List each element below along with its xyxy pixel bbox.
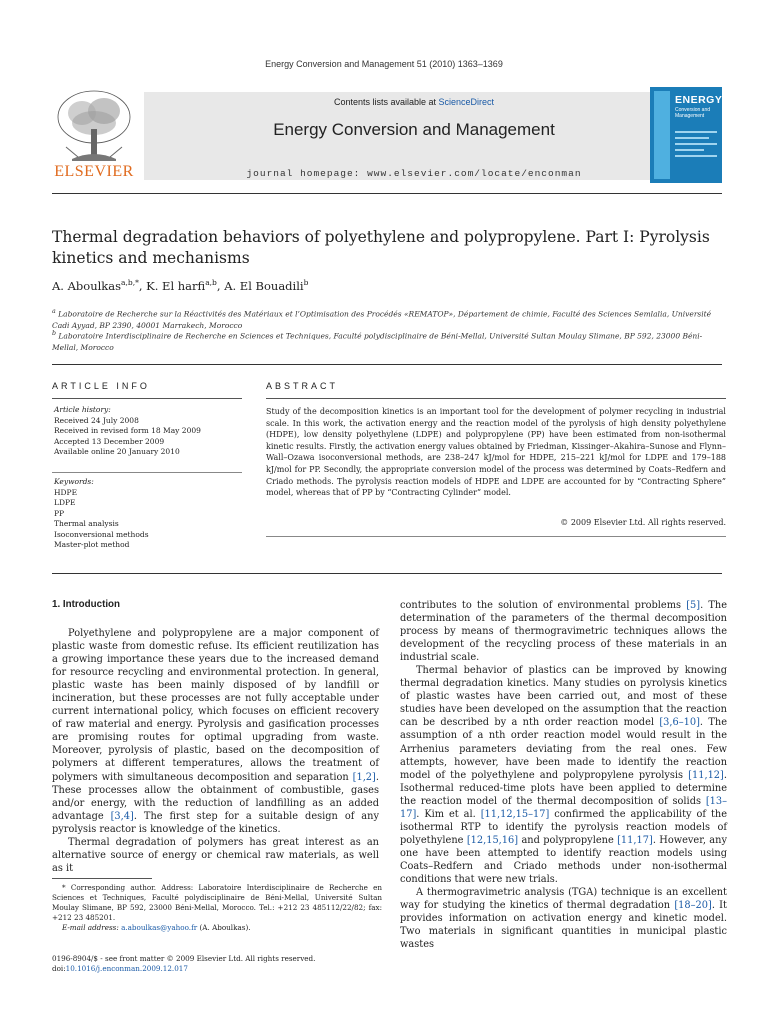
author-name: K. El harfi xyxy=(146,278,206,293)
history-item: Received 24 July 2008 xyxy=(54,415,139,425)
author-affiliation-mark: a,b xyxy=(205,278,217,287)
history-label: Article history: xyxy=(54,405,111,414)
article-info-heading: ARTICLE INFO xyxy=(52,381,150,391)
doi-link[interactable]: 10.1016/j.enconman.2009.12.017 xyxy=(65,964,188,973)
history-item: Available online 20 January 2010 xyxy=(54,447,180,456)
cover-subtitle: Conversion and Management xyxy=(675,107,711,119)
paragraph: Thermal degradation of polymers has great interest as an alternative source of energy or chemical raw materials, as well as it xyxy=(52,836,379,874)
paragraph: contributes to the solution of environmental problems [5]. The determination of the parameters of the thermal decomposition process by means of thermogravimetric techniques allows the development of the recycling process of these materials in an industrial scale. xyxy=(400,600,727,664)
keywords-label: Keywords: xyxy=(54,477,94,486)
keywords-block xyxy=(54,477,244,551)
citation-link[interactable]: [1,2] xyxy=(352,771,376,783)
issn-block xyxy=(52,954,452,974)
keyword: Master-plot method xyxy=(54,540,130,549)
journal-title: Energy Conversion and Management xyxy=(273,120,555,139)
affiliation-a: $^a$ Laboratoire de Recherche sur la Réactivités des Matériaux et l’Optimisation des Procédés «REMATOP», Département de chimie, Faculté des Sciences Semlalia, Université Cadi Ayyad, BP 2390, 40001 Marrakech, Morocco xyxy=(52,308,712,330)
elsevier-logo xyxy=(52,87,136,183)
article-info-rule xyxy=(52,398,242,399)
intro-right-column xyxy=(400,599,727,951)
article-history xyxy=(54,405,244,458)
footnote-email-line: E-mail address: a.aboulkas@yahoo.fr (A. Aboulkas). xyxy=(62,923,251,932)
masthead-rule xyxy=(52,193,722,194)
citation-link[interactable]: [11,17] xyxy=(617,834,653,846)
publisher-logo-text: ELSEVIER xyxy=(54,163,134,180)
keyword: Isoconversional methods xyxy=(54,529,149,539)
section-rule xyxy=(52,364,722,365)
contents-line: Contents lists available at ScienceDirect xyxy=(333,97,495,107)
abstract-copyright: © 2009 Elsevier Ltd. All rights reserved. xyxy=(560,518,726,527)
author-name: A. El Bouadili xyxy=(224,278,304,293)
paragraph: A thermogravimetric analysis (TGA) technique is an excellent way for studying the kinetics of thermal degradation [18–20]. It provides information on activation energy and kinetic model. Two materials in significant quantities in municipal plastic wastes xyxy=(400,887,727,951)
paragraph: Thermal behavior of plastics can be improved by knowing thermal degradation kinetics. Many studies on pyrolysis kinetics of plastic wastes have been carried out, and most of these studies have been developed on the assumption that the reaction can be described by a nth order reaction model [3,6–10]. The assumption of a nth order reaction model would result in the Arrhenius parameters deviating from the real ones. Few attempts, however, have been made to identify the reaction model of the polyethylene and polypropylene pyrolysis [11,12]. Isothermal reduced-time plots have been applied to determine the reaction model of the thermal decomposition of solids [13–17]. Kim et al. [11,12,15–17] confirmed the applicability of the isothermal RTP to identify the pyrolysis reaction models of polyethylene [12,15,16] and polypropylene [11,17]. However, any one have been attempted to identify reaction models using Coats–Redfern and Criado methods under non-isothermal conditions that were new trials. xyxy=(400,665,727,885)
body-rule xyxy=(52,573,722,574)
keyword: LDPE xyxy=(54,498,76,507)
paragraph: Polyethylene and polypropylene are a major component of plastic waste from domestic refuse. Its efficient reutilization has a growing importance these years due to the increased demand for resource recycling and environmental protection. In general, plastic waste has been mainly disposed of by landfill or incineration, but these processes are not fully acceptable under current international policy, which focuses on efficient recovery of raw material and energy. Pyrolysis and gasification processes are promising routes for optimal upgrading from waste. Moreover, pyrolysis of plastic, based on the decomposition of polymers at different temperatures, allows the treatment of polymers with simultaneous decomposition and separation [1,2]. These processes allow the obtainment of combustible, gases and/or energy, with the reduction of landfilling as an added advantage [3,4]. The first step for a suitable design of any pyrolysis reactor is knowledge of the kinetics. xyxy=(52,628,379,835)
journal-homepage[interactable]: journal homepage: www.elsevier.com/locate/enconman xyxy=(246,168,582,179)
citation-link[interactable]: [18–20] xyxy=(674,900,712,912)
citation-link[interactable]: [5] xyxy=(686,600,701,611)
abstract-text: Study of the decomposition kinetics is an important tool for the development of polymer recycling in industrial scale. In this work, the activation energy and the reaction model of the pyrolysis of high density polyethylene (HDPE), low density polyethylene (LDPE) and polypropylene (PP) have been estimated from non-isothermal kinetic results. Firstly, the activation energy values obtained by Friedman, Kissinger–Akahira–Sunose and Flynn–Wall–Ozawa isoconversional methods, are 238–247 kJ/mol for HDPE, 215–221 kJ/mol for LDPE and 179–188 kJ/mol for PP. Secondly, the appropriate conversion model of the process was determined by Coats–Redfern and Criado methods. The pyrolysis reaction models of HDPE and LDPE are accounted for by “Contracting Sphere” model, whereas that of PP by “Contracting Cylinder” model. xyxy=(266,407,726,498)
author-affiliation-mark: b xyxy=(303,278,309,287)
citation-link[interactable]: [13–17] xyxy=(400,795,727,820)
issn-line: 0196-8904/$ - see front matter © 2009 Elsevier Ltd. All rights reserved. xyxy=(52,954,316,963)
history-item: Accepted 13 December 2009 xyxy=(54,436,165,446)
author-affiliation-mark: a,b,* xyxy=(121,278,139,287)
cover-title: ENERGY xyxy=(675,94,723,106)
abstract-end-rule xyxy=(266,536,726,537)
intro-left-column xyxy=(52,627,379,875)
section-heading: 1. Introduction xyxy=(52,599,121,610)
masthead-banner xyxy=(144,92,684,180)
footnote-text: * Corresponding author. Address: Laboratoire Interdisciplinaire de Recherche en Sciences et Techniques, Faculté polydisciplinaire de Béni-Mellal, Université Sultan Moulay Slimane, BP 592, 23000 Béni-Mellal, Morocco. Tel.: +212 23 485112/22/82; fax: +212 23 485201. xyxy=(52,883,382,922)
journal-masthead xyxy=(52,87,722,185)
citation-link[interactable]: [12,15,16] xyxy=(466,834,519,846)
journal-reference: Energy Conversion and Management 51 (2010) 1363–1369 xyxy=(265,59,503,69)
author-name: A. Aboulkas xyxy=(52,278,122,293)
history-item: Received in revised form 18 May 2009 xyxy=(54,426,201,435)
citation-link[interactable]: [3,6–10] xyxy=(659,717,700,729)
citation-link[interactable]: [11,12,15–17] xyxy=(480,808,550,820)
sciencedirect-link[interactable]: ScienceDirect xyxy=(438,97,495,107)
abstract-heading: ABSTRACT xyxy=(266,381,339,391)
citation-link[interactable]: [11,12] xyxy=(688,769,724,781)
doi-line: doi:10.1016/j.enconman.2009.12.017 xyxy=(52,964,188,973)
email-link[interactable]: a.aboulkas@yahoo.fr xyxy=(121,923,198,932)
corresponding-author-footnote xyxy=(52,883,382,933)
keyword: Thermal analysis xyxy=(54,519,119,528)
affiliation-b: $^b$ Laboratoire Interdisciplinaire de Recherche en Sciences et Techniques, Faculté polydisciplinaire de Béni-Mellal, Université Sultan Moulay Slimane, BP 592, 23000 Béni-Mellal, Morocco xyxy=(52,330,703,352)
footnote-rule xyxy=(52,878,152,879)
keyword: PP xyxy=(54,508,65,518)
abstract-rule xyxy=(266,398,726,399)
author-list: A. Aboulkas$^{a,b,*}$, K. El harfi$^{a,b}$, A. El Bouadili$^b$ xyxy=(52,278,309,293)
citation-link[interactable]: [3,4] xyxy=(110,810,134,822)
journal-cover xyxy=(650,87,722,183)
keywords-rule xyxy=(52,472,242,473)
article-title: Thermal degradation behaviors of polyethylene and polypropylene. Part I: Pyrolysis kinetics and mechanisms xyxy=(52,228,710,267)
keyword: HDPE xyxy=(54,487,78,497)
